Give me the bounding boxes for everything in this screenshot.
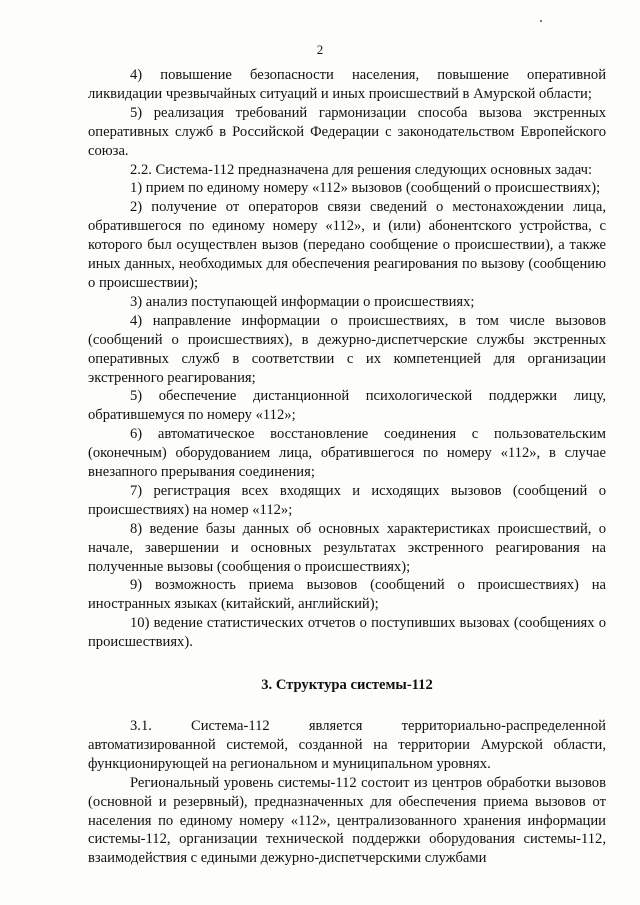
section-heading: 3. Структура системы-112 [261, 677, 433, 694]
paragraph: 2.2. Система-112 предназначена для решения следующих основных задач: [130, 161, 593, 178]
paragraph: 3.1. Система-112 является территориально-распределенной автоматизированной системой, созданной на территории Амурской области, функционирующей на региональном и муниципальном уровнях. [88, 718, 606, 772]
list-item: 5) обеспечение дистанционной психологической поддержки лицу, обратившемуся по номеру «112»; [88, 388, 606, 424]
list-item: 7) регистрация всех входящих и исходящих вызовов (сообщений о происшествиях) на номер «112»; [88, 482, 606, 518]
paragraph: 5) реализация требований гармонизации способа вызова экстренных оперативных служб в Российской Федерации с законодательством Европейского союза. [88, 104, 606, 159]
list-item: 3) анализ поступающей информации о происшествиях; [130, 293, 475, 310]
page-number: 2 [316, 42, 324, 57]
list-item: 4) направление информации о происшествиях, в том числе вызовов (сообщений о происшествиях), в дежурно-диспетчерские службы экстренных оперативных служб в соответствии с их компетенцией для организации экстренного реагирования; [88, 312, 606, 386]
list-item: 6) автоматическое восстановление соединения с пользовательским (оконечным) оборудованием лица, обратившегося по номеру «112», в случае внезапного прерывания соединения; [88, 426, 606, 481]
list-item: 1) прием по единому номеру «112» вызовов (сообщений о происшествиях); [130, 180, 601, 197]
paragraph: Региональный уровень системы-112 состоит из центров обработки вызовов (основной и резервный), предназначенных для обеспечения приема вызовов от населения по единому номеру «112», централизованного хранения информации системы-112, организации технической поддержки оборудования системы-112, взаимодействия с едиными дежурно-диспетчерскими службами [88, 774, 606, 867]
document-body [88, 66, 606, 868]
list-item: 10) ведение статистических отчетов о поступивших вызовах (сообщениях о происшествиях). [88, 615, 606, 651]
list-item: 2) получение от операторов связи сведений о местонахождении лица, обратившегося по единому номеру «112», и (или) абонентского устройства, с которого был осуществлен вызов (передано сообщение о происшествии), а также иных данных, необходимых для обеспечения реагирования по вызову (сообщению о происшествии); [88, 199, 606, 291]
scan-speck [540, 20, 542, 22]
list-item: 9) возможность приема вызовов (сообщений о происшествиях) на иностранных языках (китайский, английский); [88, 577, 606, 613]
paragraph: 4) повышение безопасности населения, повышение оперативной ликвидации чрезвычайных ситуаций и иных происшествий в Амурской области; [88, 67, 606, 102]
list-item: 8) ведение базы данных об основных характеристиках происшествий, о начале, завершении и основных результатах экстренного реагирования на полученные вызовы (сообщения о происшествиях); [88, 520, 606, 575]
